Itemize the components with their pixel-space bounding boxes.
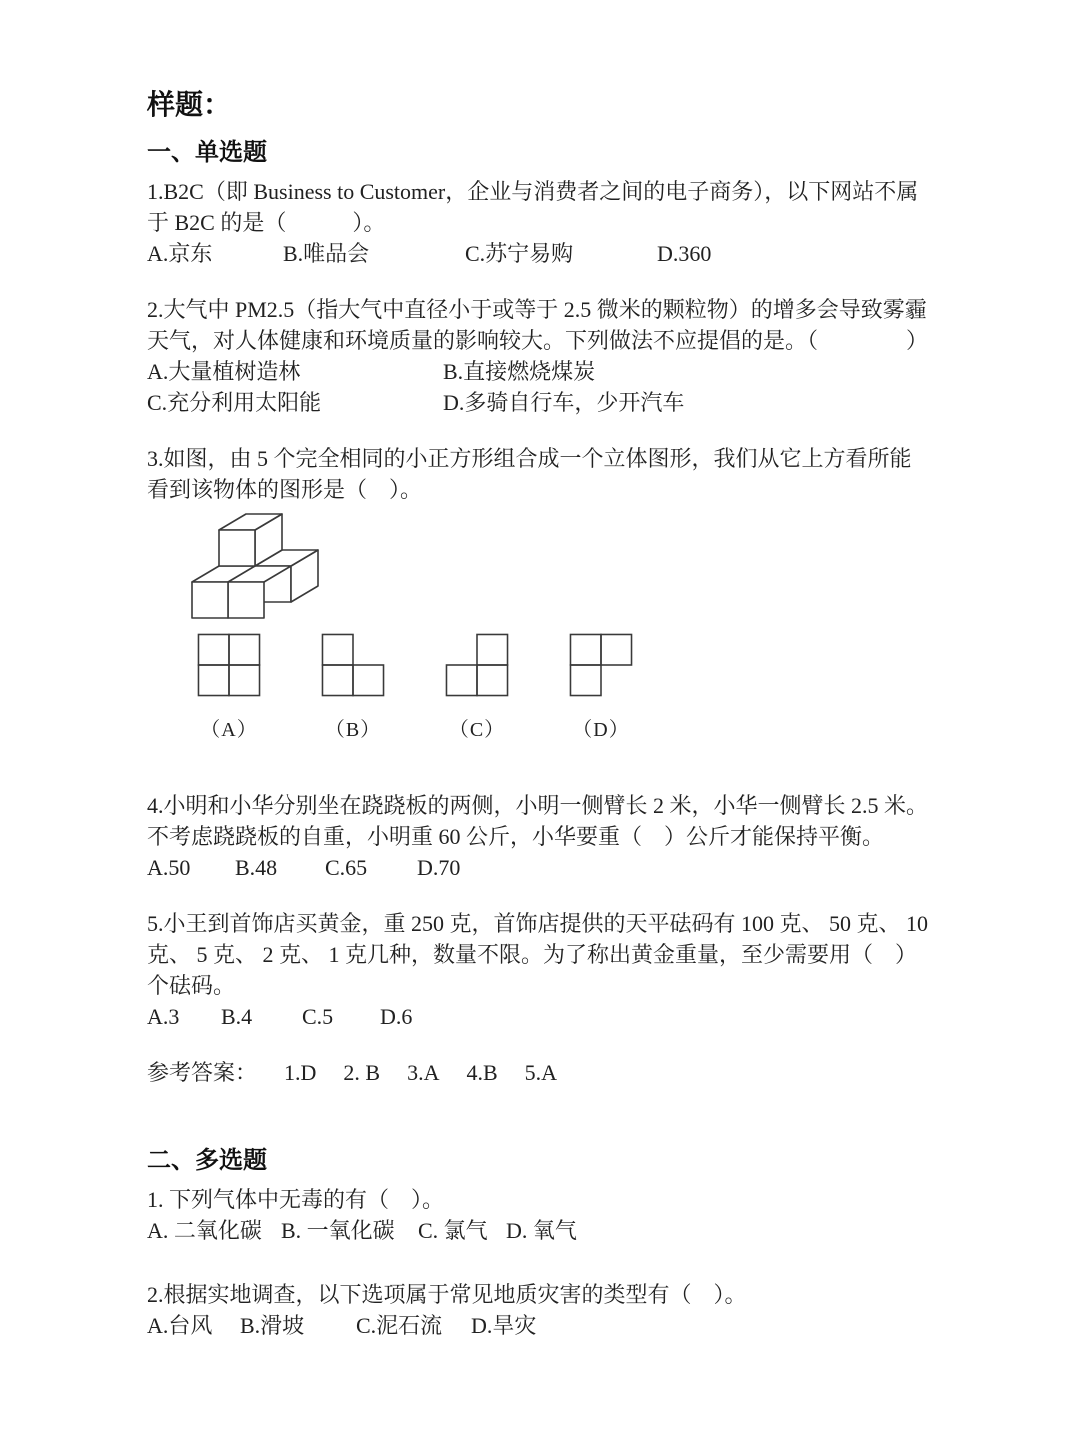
question-2-options-row-1 <box>147 356 940 387</box>
option-a: A. 二氧化碳 <box>147 1218 262 1243</box>
option-b: B.48 <box>235 855 278 880</box>
question-1-line-2: 于 B2C 的是（ ）。 <box>147 210 386 235</box>
question-2-line-2: 天气，对人体健康和环境质量的影响较大。下列做法不应提倡的是。（ ） <box>147 328 929 353</box>
answers-label: 参考答案： <box>147 1060 258 1085</box>
option-a: A.台风 <box>147 1313 213 1338</box>
answer-5: 5.A <box>524 1060 558 1085</box>
multi-question-1 <box>147 1184 940 1246</box>
page-title: 样题： <box>147 89 232 120</box>
option-figure-label-a: （A） <box>200 719 258 741</box>
option-d: D.360 <box>657 241 712 266</box>
option-c: C.苏宁易购 <box>465 241 574 266</box>
question-3-line-2: 看到该物体的图形是（ ）。 <box>147 477 423 502</box>
option-b: B.4 <box>221 1004 253 1029</box>
question-2-options-row-2 <box>147 387 940 418</box>
option-c: C.充分利用太阳能 <box>147 390 322 415</box>
question-5-line-3: 个砝码。 <box>147 973 236 998</box>
option-d: D.多骑自行车，少开汽车 <box>443 390 685 415</box>
question-3-option-labels <box>197 713 940 742</box>
option-figure-b <box>321 633 385 697</box>
multi-question-2 <box>147 1279 940 1341</box>
option-b: B.唯品会 <box>283 241 370 266</box>
section-single-choice-header: 一、单选题 <box>147 139 267 166</box>
question-4 <box>147 790 940 883</box>
option-a: A.京东 <box>147 241 213 266</box>
question-3 <box>147 443 940 742</box>
question-1 <box>147 176 940 269</box>
option-figure-label-d: （D） <box>572 719 630 741</box>
cube-stack-figure <box>190 513 940 623</box>
answer-2: 2. B <box>343 1060 381 1085</box>
question-5-line-2: 克、 5 克、 2 克、 1 克几种，数量不限。为了称出黄金重量，至少需要用（ ） <box>147 942 918 967</box>
option-b: B.滑坡 <box>240 1313 305 1338</box>
option-d: D. 氧气 <box>506 1218 577 1243</box>
question-2 <box>147 294 940 418</box>
question-4-options <box>147 852 940 883</box>
option-figure-c <box>445 633 509 697</box>
option-d: D.70 <box>417 855 461 880</box>
option-a: A.50 <box>147 855 191 880</box>
multi-question-1-options <box>147 1215 940 1246</box>
question-4-line-2: 不考虑跷跷板的自重，小明重 60 公斤，小华要重（ ）公斤才能保持平衡。 <box>147 824 885 849</box>
question-1-options <box>147 238 940 269</box>
reference-answers <box>147 1057 940 1088</box>
answer-4: 4.B <box>466 1060 498 1085</box>
option-c: C. 氯气 <box>418 1218 488 1243</box>
option-a: A.3 <box>147 1004 180 1029</box>
multi-question-1-line-1: 1. 下列气体中无毒的有（ ）。 <box>147 1187 445 1212</box>
answer-1: 1.D <box>284 1060 317 1085</box>
option-figure-label-b: （B） <box>324 719 382 741</box>
option-c: C.5 <box>302 1004 334 1029</box>
question-1-line-1: 1.B2C（即 Business to Customer，企业与消费者之间的电子商务），以下网站不属 <box>147 179 919 204</box>
option-a: A.大量植树造林 <box>147 359 301 384</box>
question-2-line-1: 2.大气中 PM2.5（指大气中直径小于或等于 2.5 微米的颗粒物）的增多会导致雾霾 <box>147 297 927 322</box>
option-b: B.直接燃烧煤炭 <box>443 359 596 384</box>
option-d: D.旱灾 <box>471 1313 537 1338</box>
option-d: D.6 <box>380 1004 413 1029</box>
option-figure-label-c: （C） <box>448 719 506 741</box>
option-figure-d <box>569 633 633 697</box>
question-5 <box>147 908 940 1032</box>
question-4-line-1: 4.小明和小华分别坐在跷跷板的两侧，小明一侧臂长 2 米，小华一侧臂长 2.5 米。 <box>147 793 929 818</box>
question-5-line-1: 5.小王到首饰店买黄金，重 250 克，首饰店提供的天平砝码有 100 克、 50 克、 10 <box>147 911 929 936</box>
option-c: C.65 <box>325 855 368 880</box>
section-multi-choice-header: 二、多选题 <box>147 1147 267 1174</box>
option-figure-a <box>197 633 261 697</box>
option-c: C.泥石流 <box>356 1313 443 1338</box>
question-3-line-1: 3.如图，由 5 个完全相同的小正方形组合成一个立体图形，我们从它上方看所能 <box>147 446 912 471</box>
question-3-option-figures <box>197 633 940 697</box>
question-5-options <box>147 1001 940 1032</box>
option-b: B. 一氧化碳 <box>281 1218 395 1243</box>
multi-question-2-line-1: 2.根据实地调查，以下选项属于常见地质灾害的类型有（ ）。 <box>147 1282 747 1307</box>
answer-3: 3.A <box>407 1060 440 1085</box>
multi-question-2-options <box>147 1310 940 1341</box>
